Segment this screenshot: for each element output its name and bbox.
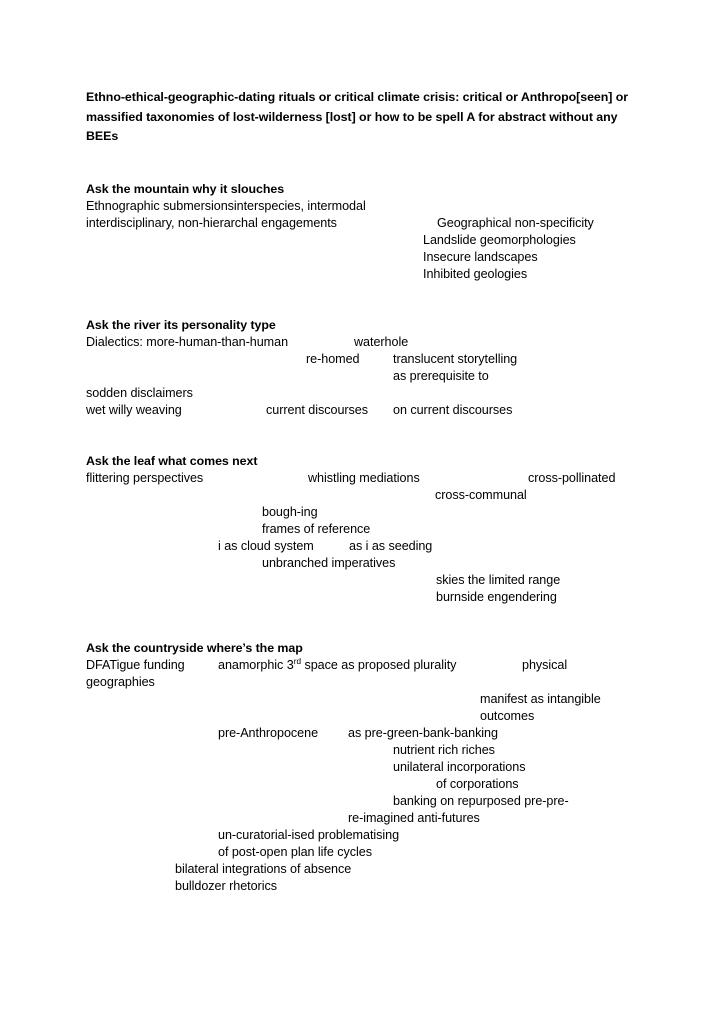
poem-line (86, 708, 642, 725)
blank-line (86, 436, 642, 453)
text-run: unbranched imperatives (262, 555, 396, 570)
poem-line (86, 232, 642, 249)
poem-line (86, 385, 642, 402)
text-run: of post-open plan life cycles (218, 844, 372, 859)
poem-line (86, 538, 642, 555)
text-run-tail: space as proposed plurality (301, 657, 457, 672)
poem-line (86, 844, 642, 861)
ordinal-superscript: rd (293, 656, 301, 666)
poem-line (86, 504, 642, 521)
text-run: translucent storytelling (393, 351, 518, 366)
text-run: DFATigue funding (86, 657, 185, 672)
poem-line (86, 351, 642, 368)
text-run: as pre-green-bank-banking (348, 725, 498, 740)
poem-line (86, 368, 642, 385)
poem-line (86, 793, 642, 810)
stanza (86, 640, 642, 895)
text-run: sodden disclaimers (86, 385, 193, 400)
text-run: geographies (86, 674, 155, 689)
poem-line (86, 334, 642, 351)
stanza-heading: Ask the leaf what comes next (86, 453, 258, 468)
poem-line (86, 674, 642, 691)
text-run: banking on repurposed pre-pre- (393, 793, 569, 808)
poem-line (86, 266, 642, 283)
poem-line (86, 725, 642, 742)
poem-line (86, 198, 642, 215)
poem-line (86, 742, 642, 759)
text-run: outcomes (480, 708, 535, 723)
poem-line (86, 810, 642, 827)
text-run: interdisciplinary, non-hierarchal engagements (86, 215, 337, 230)
text-run: on current discourses (393, 402, 513, 417)
stanza-heading: Ask the river its personality type (86, 317, 276, 332)
blank-line (86, 283, 642, 300)
text-run: re-imagined anti-futures (348, 810, 480, 825)
text-run: anamorphic 3rd space as proposed plurality (218, 656, 457, 672)
text-run: un-curatorial-ised problematising (218, 827, 400, 842)
blank-line (86, 300, 642, 317)
text-run: pre-Anthropocene (218, 725, 319, 740)
text-run: as prerequisite to (393, 368, 489, 383)
poem-line (86, 470, 642, 487)
text-run: waterhole (354, 334, 409, 349)
poem-line (86, 572, 642, 589)
poem-line (86, 521, 642, 538)
page-title: Ethno-ethical-geographic-dating rituals or critical climate crisis: critical or Anthropo[seen] or massified taxonomies of lost-wilderness [lost] or how to be spell A for abstract without any BEEs (86, 90, 629, 143)
poem-line (86, 215, 642, 232)
text-run: burnside engendering (436, 589, 557, 604)
text-run: of corporations (436, 776, 519, 791)
poem-line (86, 691, 642, 708)
text-run: Geographical non-specificity (437, 215, 594, 230)
poem-line (86, 657, 642, 674)
stanza-heading: Ask the countryside where’s the map (86, 640, 303, 655)
text-run: Inhibited geologies (423, 266, 528, 281)
text-run: wet willy weaving (86, 402, 182, 417)
text-run: unilateral incorporations (393, 759, 526, 774)
stanza (86, 453, 642, 606)
poem-line (86, 776, 642, 793)
text-run: Ethnographic submersionsinterspecies, intermodal (86, 198, 366, 213)
stanza-heading: Ask the mountain why it slouches (86, 181, 285, 196)
text-run: whistling mediations (308, 470, 420, 485)
blank-line (86, 606, 642, 623)
document-body (86, 88, 642, 895)
text-run: Landslide geomorphologies (423, 232, 576, 247)
text-run: physical (522, 657, 568, 672)
text-run: Dialectics: more-human-than-human (86, 334, 289, 349)
stanza-list (86, 147, 642, 895)
text-run: bough-ing (262, 504, 318, 519)
text-run: manifest as intangible (480, 691, 601, 706)
text-run: bulldozer rhetorics (175, 878, 277, 893)
blank-line (86, 147, 642, 164)
text-run: frames of reference (262, 521, 371, 536)
poem-line (86, 402, 642, 419)
stanza (86, 317, 642, 419)
poem-line (86, 589, 642, 606)
blank-line (86, 419, 642, 436)
stanza (86, 181, 642, 283)
text-run: nutrient rich riches (393, 742, 495, 757)
text-run: Insecure landscapes (423, 249, 538, 264)
text-run: flittering perspectives (86, 470, 204, 485)
poem-line (86, 878, 642, 895)
text-run: re-homed (306, 351, 360, 366)
text-run: cross-pollinated (528, 470, 616, 485)
poem-line (86, 861, 642, 878)
blank-line (86, 164, 642, 181)
text-run: i as cloud system (218, 538, 314, 553)
poem-line (86, 759, 642, 776)
text-run: as i as seeding (349, 538, 433, 553)
text-run: current discourses (266, 402, 368, 417)
poem-line (86, 555, 642, 572)
poem-line (86, 487, 642, 504)
blank-line (86, 623, 642, 640)
text-run: bilateral integrations of absence (175, 861, 352, 876)
poem-line (86, 827, 642, 844)
poem-line (86, 249, 642, 266)
text-run: cross-communal (435, 487, 527, 502)
text-run: skies the limited range (436, 572, 561, 587)
